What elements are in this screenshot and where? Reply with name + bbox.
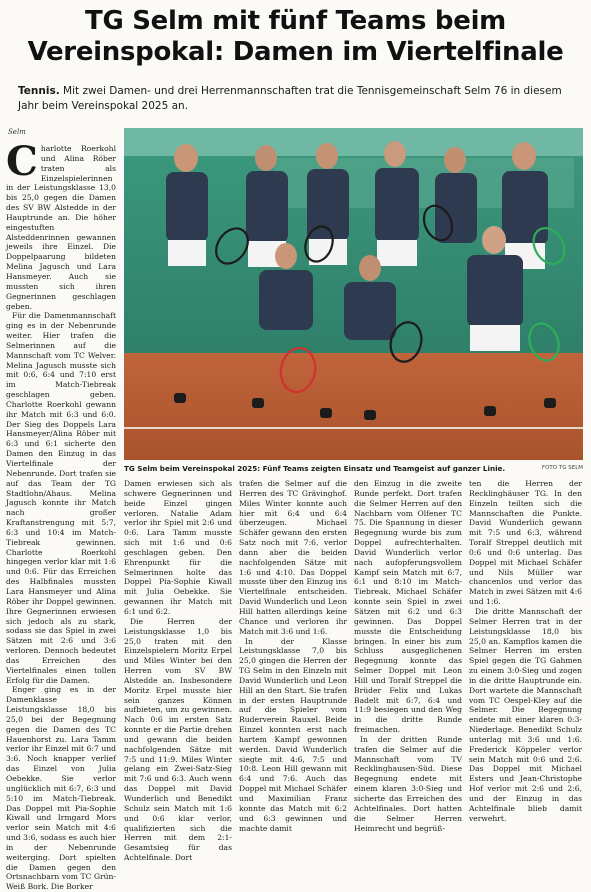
paragraph: trafen die Selmer auf die Herren des TC Grävinghof. Miles Winter konnte auch hier mit 6:4 und 6:4 überzeugen. Michael Schäfer gewann den ersten Satz noch mit 7:6, verlor dann aber die beiden nachfolgenden Sätze mit 1:6 und 4:10. Das Doppel musste über den Einzug ins Viertelfinale entscheiden. David Wunderlich und Leon Hill hatten allerdings keine Chance und verloren ihr Match mit 3:6 und 1:6.	[239, 479, 347, 636]
article-column-3	[239, 479, 347, 833]
paragraph: den Einzug in die zweite Runde perfekt. Dort trafen die Selmer Herren auf den Nachbarn vom Olfener TC 75. Die Spannung in dieser Begegnung wurde bis zum Doppel aufrechterhalten. David Wunderlich verlor nach aufopferungsvollem Kampf sein Match mit 6:7, 6:1 und 8:10 im Match-Tiebreak. Michael Schäfer konnte sein Spiel in zwei Sätzen mit 6:2 und 6:3 gewinnen. Das Doppel musste die Entscheidung bringen. In einer bis zum Schluss ausgeglichenen Begegnung konnte das Selmer Doppel mit Leon Hill und Toralf Streppel die Brüder Felix und Lukas Badelt mit 6:7, 6:4 und 11:9 besiegen und den Weg in die dritte Runde freimachen.	[354, 479, 462, 735]
paragraph: In der Klasse Leistungsklasse 7,0 bis 25,0 gingen die Herren der TG Selm in den Einzeln mit David Wunderlich und Leon Hill an den Start. Sie trafen in der ersten Hauptrunde auf die Spieler vom Ruderverein Rauxel. Beide Einzel konnten erst nach hartem Kampf gewonnen werden. David Wunderlich siegte mit 4:6, 7:5 und 10:8. Leon Hill gewann mit 6:4 und 7:6. Auch das Doppel mit Michael Schäfer und Maximilian Franz konnte das Match mit 6:2 und 6:3 gewinnen und machte damit	[239, 636, 347, 833]
photo-credit: FOTO TG SELM	[541, 465, 583, 471]
paragraph	[6, 138, 116, 311]
team-photo	[124, 128, 583, 460]
article-headline: TG Selm mit fünf Teams beim Vereinspokal: Damen im Viertelfinale	[27, 6, 564, 67]
lead-kicker: Tennis.	[18, 85, 60, 97]
dateline: Selm	[8, 128, 26, 136]
article-column-1	[6, 138, 116, 892]
paragraph-text: harlotte Roerkohl und Alina Röber traten als Einzelspielerinnen in der Leistungsklasse 13,0 bis 25,0 gegen die Damen des SV BW Alstedde in der Hauptrunde an. Die höher eingestuften Alsteddenrinnen gewannen jeweils ihre Einzel. Die Doppelpaarung bildeten Melina Jagusch und Lara Hansmeyer. Auch sie mussten sich ihren Gegnerinnen geschlagen geben.	[6, 144, 116, 311]
paragraph: ten die Herren der Recklinghäuser TG. In den Einzeln teilten sich die Mannschaften die Punkte. David Wunderlich gewann mit 7:5 und 6:3, während Toralf Streppel deutlich mit 0:6 und 0:6 unterlag. Das Doppel mit Michael Schäfer und Nils Müller war chancenlos und verlor das Match in zwei Sätzen mit 4:6 und 1:6.	[469, 479, 582, 607]
paragraph: Enger ging es in der Damenklasse Leistungsklasse 18,0 bis 25,0 bei der Begegnung gegen die Damen des TC Hauenhorst zu. Lara Tamm verlor ihr Einzel mit 6:7 und 3:6. Noch knapper verlief das Einzel von Julia Oebekke. Sie verlor unglücklich mit 6:7, 6:3 und 5:10 im Match-Tiebreak. Das Doppel mit Pia-Sophie Kiwall und Irmgard Mors verlor sein Match mit 4:6 und 3:6, sodass es auch hier in der Nebenrunde weiterging. Dort spielten die Damen gegen den Ortsnachbarn vom TC Grün-Weiß Bork. Die Borker	[6, 685, 116, 892]
team-photo-illustration	[124, 128, 583, 460]
lead-text: Mit zwei Damen- und drei Herrenmannschaften trat die Tennisgemeinschaft Selm 76 in diesem Jahr beim Vereinspokal 2025 an.	[18, 85, 562, 112]
drop-cap: C	[6, 138, 38, 185]
paragraph: Für die Damenmannschaft ging es in der Nebenrunde weiter. Hier trafen die Selmerinnen auf die Mannschaft vom TC Welver. Melina Jagusch musste sich mit 0:6, 6:4 und 7:10 erst im Match-Tiebreak geschlagen geben. Charlotte Roerkohl gewann ihr Match mit 6:3 und 6:0. Der Sieg des Doppels Lara Hansmeyer/Alina Röber mit 6:3 und 6:1 sicherte den Damen den Einzug in das Viertelfinale der Nebenrunde. Dort trafen sie auf das Team der TG Stadtlohn/Ahaus. Melina Jagusch konnte ihr Match nach großer Kraftanstrengung mit 5:7, 6:3 und 10:4 im Match-Tiebreak gewinnen. Charlotte Roerkohl hingegen verlor klar mit 1:6 und 0:6. Für das Erreichen des Halbfinales mussten Lara Hansmeyer und Alina Röber ihr Doppel gewinnen. Ihre Gegnerinnen erwiesen sich jedoch als zu stark, sodass sie das Spiel in zwei Sätzen mit 2:6 und 3:6 verloren. Dennoch bedeutet das Erreichen des Viertelfinales einen tollen Erfolg für die Damen.	[6, 311, 116, 685]
article-column-5	[469, 479, 582, 823]
article-column-4	[354, 479, 462, 833]
article-column-2	[124, 479, 232, 863]
paragraph: Die dritte Mannschaft der Selmer Herren trat in der Leistungsklasse 18,0 bis 25,0 an. Kampflos kamen die Selmer Herren im ersten Spiel gegen die TG Gahmen zu einem 3:0-Sieg und zogen in die dritte Hauptrunde ein. Dort wartete die Mannschaft vom TC Oespel-Kley auf die Selmer. Die Begegnung endete mit einer klaren 0:3-Niederlage. Benedikt Schulz unterlag mit 3:6 und 1:6. Frederick Köppeler verlor sein Match mit 0:6 und 2:6. Das Doppel mit Michael Esters und Jean-Christophe Hof verlor mit 2:6 und 2:6, und der Einzug in das Achtelfinale blieb damit verwehrt.	[469, 606, 582, 823]
paragraph: Damen erwiesen sich als schwere Gegnerinnen und beide Einzel gingen verloren. Natalie Adam verlor ihr Spiel mit 2:6 und 0:6. Lara Tamm musste sich mit 1:6 und 0:6 geschlagen geben. Den Ehrenpunkt für die Selmerinnen holte das Doppel Pia-Sophie Kiwall mit Julia Oebekke. Sie gewannen ihr Match mit 6:1 und 6:2.	[124, 479, 232, 616]
paragraph: In der dritten Runde trafen die Selmer auf die Mannschaft vom TV Recklinghausen-Süd. Diese Begegnung endete mit einem klaren 3:0-Sieg und sicherte das Erreichen des Achtelfinales. Dort hatten die Selmer Herren Heimrecht und begrüß-	[354, 734, 462, 833]
paragraph: Die Herren der Leistungsklasse 1,0 bis 25,0 traten mit den Einzelspielern Moritz Erpel und Miles Winter bei den Herren vom SV BW Alstedde an. Insbesondere Moritz Erpel musste hier sein ganzes Können aufbieten, um zu gewinnen. Nach 0:6 im ersten Satz konnte er die Partie drehen und gewann die beiden nachfolgenden Sätze mit 7:5 und 11:9. Miles Winter gelang ein Zwei-Satz-Sieg mit 7:6 und 6:3. Auch wenn das Doppel mit David Wunderlich und Benedikt Schulz sein Match mit 1:6 und 0:6 klar verlor, qualifizierten sich die Herren mit dem 2:1-Gesamtsieg für das Achtelfinale. Dort	[124, 616, 232, 863]
article-lead	[18, 84, 580, 114]
photo-caption: TG Selm beim Vereinspokal 2025: Fünf Teams zeigten Einsatz und Teamgeist auf ganzer Linie.	[124, 464, 506, 473]
